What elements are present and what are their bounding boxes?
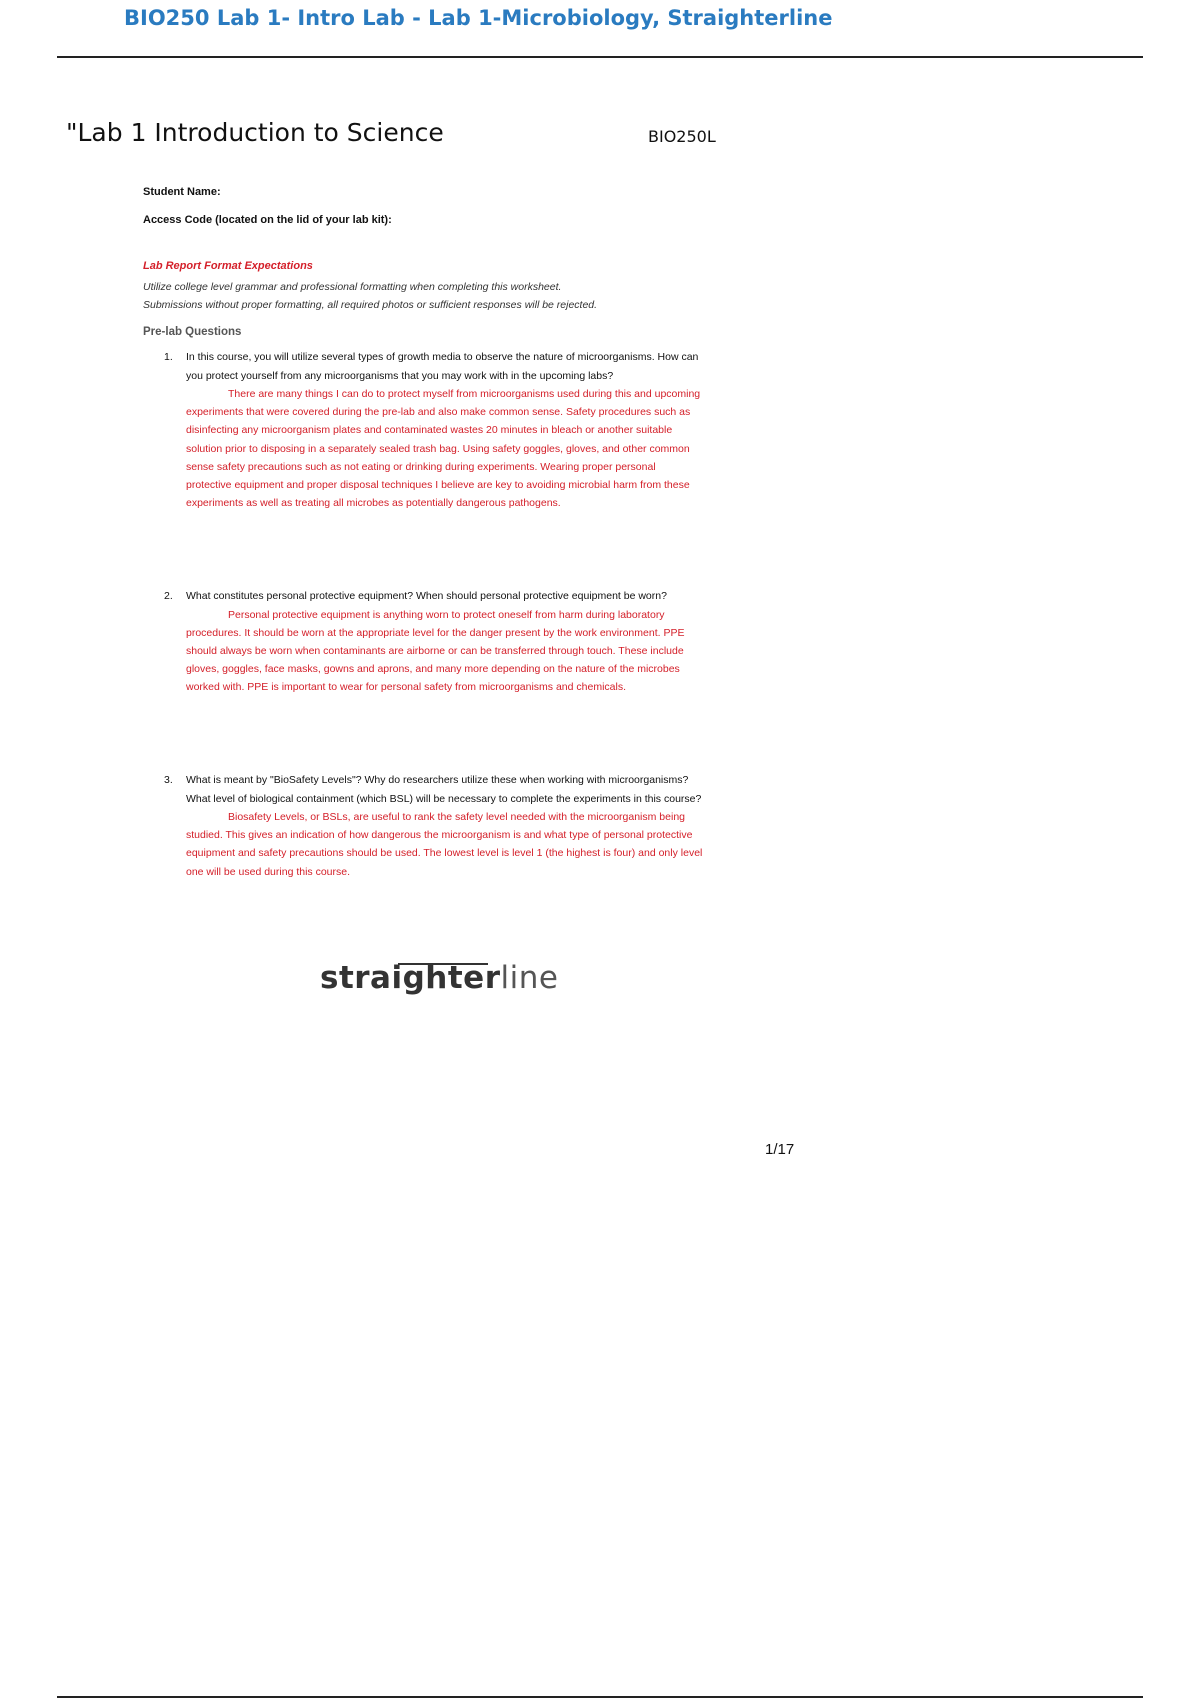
question-answer: Biosafety Levels, or BSLs, are useful to rank the safety level needed with the microorganism being studied. This gives an indication of how dangerous the microorganism is and what type of personal protective equipment and safety precautions should be used. The lowest level is level 1 (the highest is four) and only level one will be used during this course. [186, 811, 703, 878]
course-code: BIO250L [648, 127, 716, 146]
question-answer: Personal protective equipment is anything worn to protect oneself from harm during laboratory procedures. It should be worn at the appropriate level for the danger present by the work environment. PPE should always be worn when contaminants are airborne or can be transferred through touch. These include gloves, goggles, face masks, gowns and aprons, and many more depending on the nature of the microbes worked with. PPE is important to wear for personal safety from microorganisms and chemicals. [186, 608, 685, 694]
question-3 [164, 771, 704, 881]
access-code-label: Access Code (located on the lid of your lab kit): [143, 214, 392, 226]
page-number: 1/17 [765, 1141, 795, 1158]
header-divider [57, 56, 1143, 58]
expectations-line-1: Utilize college level grammar and professional formatting when completing this worksheet. [143, 281, 562, 293]
question-answer: There are many things I can do to protect myself from microorganisms used during this and upcoming experiments that were covered during the pre-lab and also make common sense. Safety procedures such as disinfecting any microorganism plates and contaminated wastes 20 minutes in bleach or another suitable solution prior to disposing in a separately sealed trash bag. Using safety goggles, gloves, and other common sense safety precautions such as not eating or drinking during experiments. Wearing proper personal protective equipment and proper disposal techniques I believe are key to avoiding microbial harm from these experiments as well as treating all microbes as potentially dangerous pathogens. [186, 388, 701, 510]
question-number: 1. [164, 351, 173, 363]
expectations-line-2: Submissions without proper formatting, all required photos or sufficient responses will be rejected. [143, 299, 598, 311]
question-number: 2. [164, 590, 173, 602]
straighterline-logo [320, 960, 558, 996]
question-text: What is meant by "BioSafety Levels"? Why do researchers utilize these when working with microorganisms? What level of biological containment (which BSL) will be necessary to complete the experiments in this course? [186, 774, 702, 805]
question-text: In this course, you will utilize several types of growth media to observe the nature of microorganisms. How can you protect yourself from any microorganisms that you may work with in the upcoming labs? [186, 351, 699, 382]
logo-bold-part: straighter [320, 960, 501, 996]
logo-overline [398, 963, 488, 965]
prelab-heading: Pre-lab Questions [143, 326, 242, 338]
footer-divider [57, 1696, 1143, 1698]
question-text: What constitutes personal protective equipment? When should personal protective equipment be worn? [186, 590, 667, 602]
expectations-heading: Lab Report Format Expectations [143, 260, 313, 272]
question-number: 3. [164, 774, 173, 786]
student-name-label: Student Name: [143, 186, 221, 198]
question-1 [164, 348, 704, 512]
logo-light-part: line [500, 960, 559, 996]
lab-title: "Lab 1 Introduction to Science [66, 118, 444, 147]
question-2 [164, 587, 704, 697]
document-header-title: BIO250 Lab 1- Intro Lab - Lab 1-Microbiology, Straighterline [124, 6, 833, 30]
